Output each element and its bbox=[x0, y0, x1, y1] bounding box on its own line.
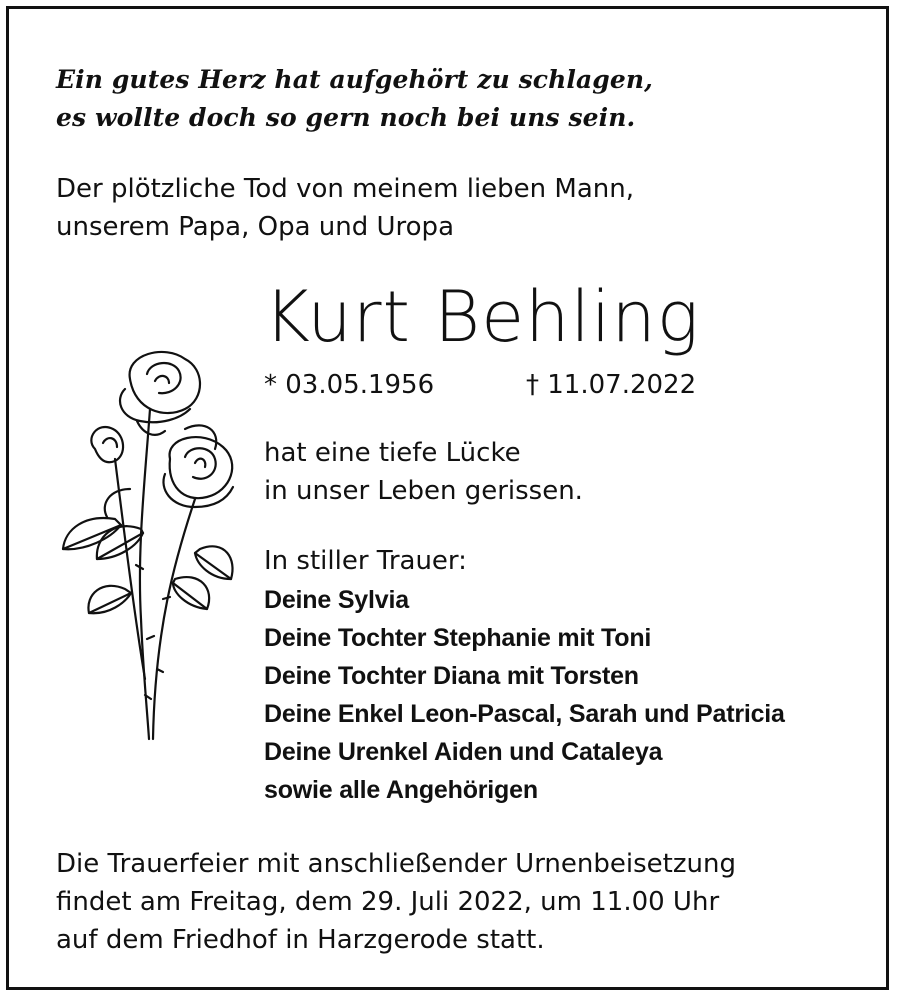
obituary-frame bbox=[6, 6, 889, 990]
list-item: sowie alle Angehörigen bbox=[264, 776, 538, 804]
roses-icon bbox=[55, 339, 245, 749]
intro-line-1: Der plötzliche Tod von meinem lieben Mann, bbox=[56, 174, 634, 204]
life-dates bbox=[264, 366, 696, 404]
intro-text bbox=[56, 170, 856, 246]
quote-line-1: Ein gutes Herz hat aufgehört zu schlagen, bbox=[56, 65, 653, 94]
list-item: Deine Tochter Stephanie mit Toni bbox=[264, 624, 652, 652]
ceremony-line-3: auf dem Friedhof in Harzgerode statt. bbox=[56, 925, 545, 955]
ceremony-line-2: findet am Freitag, dem 29. Juli 2022, um 11.00 Uhr bbox=[56, 887, 720, 917]
intro-line-2: unserem Papa, Opa und Uropa bbox=[56, 212, 454, 242]
death-date: † 11.07.2022 bbox=[526, 370, 697, 400]
loss-line-1: hat eine tiefe Lücke bbox=[264, 438, 521, 468]
loss-text bbox=[264, 434, 583, 510]
memorial-quote bbox=[56, 61, 856, 137]
ceremony-info bbox=[56, 845, 876, 959]
mourners-list bbox=[264, 581, 785, 809]
birth-date: * 03.05.1956 bbox=[264, 370, 435, 400]
list-item: Deine Tochter Diana mit Torsten bbox=[264, 662, 639, 690]
list-item: Deine Enkel Leon-Pascal, Sarah und Patricia bbox=[264, 700, 785, 728]
list-item: Deine Urenkel Aiden und Cataleya bbox=[264, 738, 663, 766]
list-item: Deine Sylvia bbox=[264, 586, 409, 614]
ceremony-line-1: Die Trauerfeier mit anschließender Urnenbeisetzung bbox=[56, 849, 736, 879]
loss-line-2: in unser Leben gerissen. bbox=[264, 476, 583, 506]
obituary-content bbox=[9, 9, 886, 987]
quote-line-2: es wollte doch so gern noch bei uns sein. bbox=[56, 103, 636, 132]
mourning-heading: In stiller Trauer: bbox=[264, 546, 467, 576]
deceased-name: Kurt Behling bbox=[264, 276, 700, 358]
